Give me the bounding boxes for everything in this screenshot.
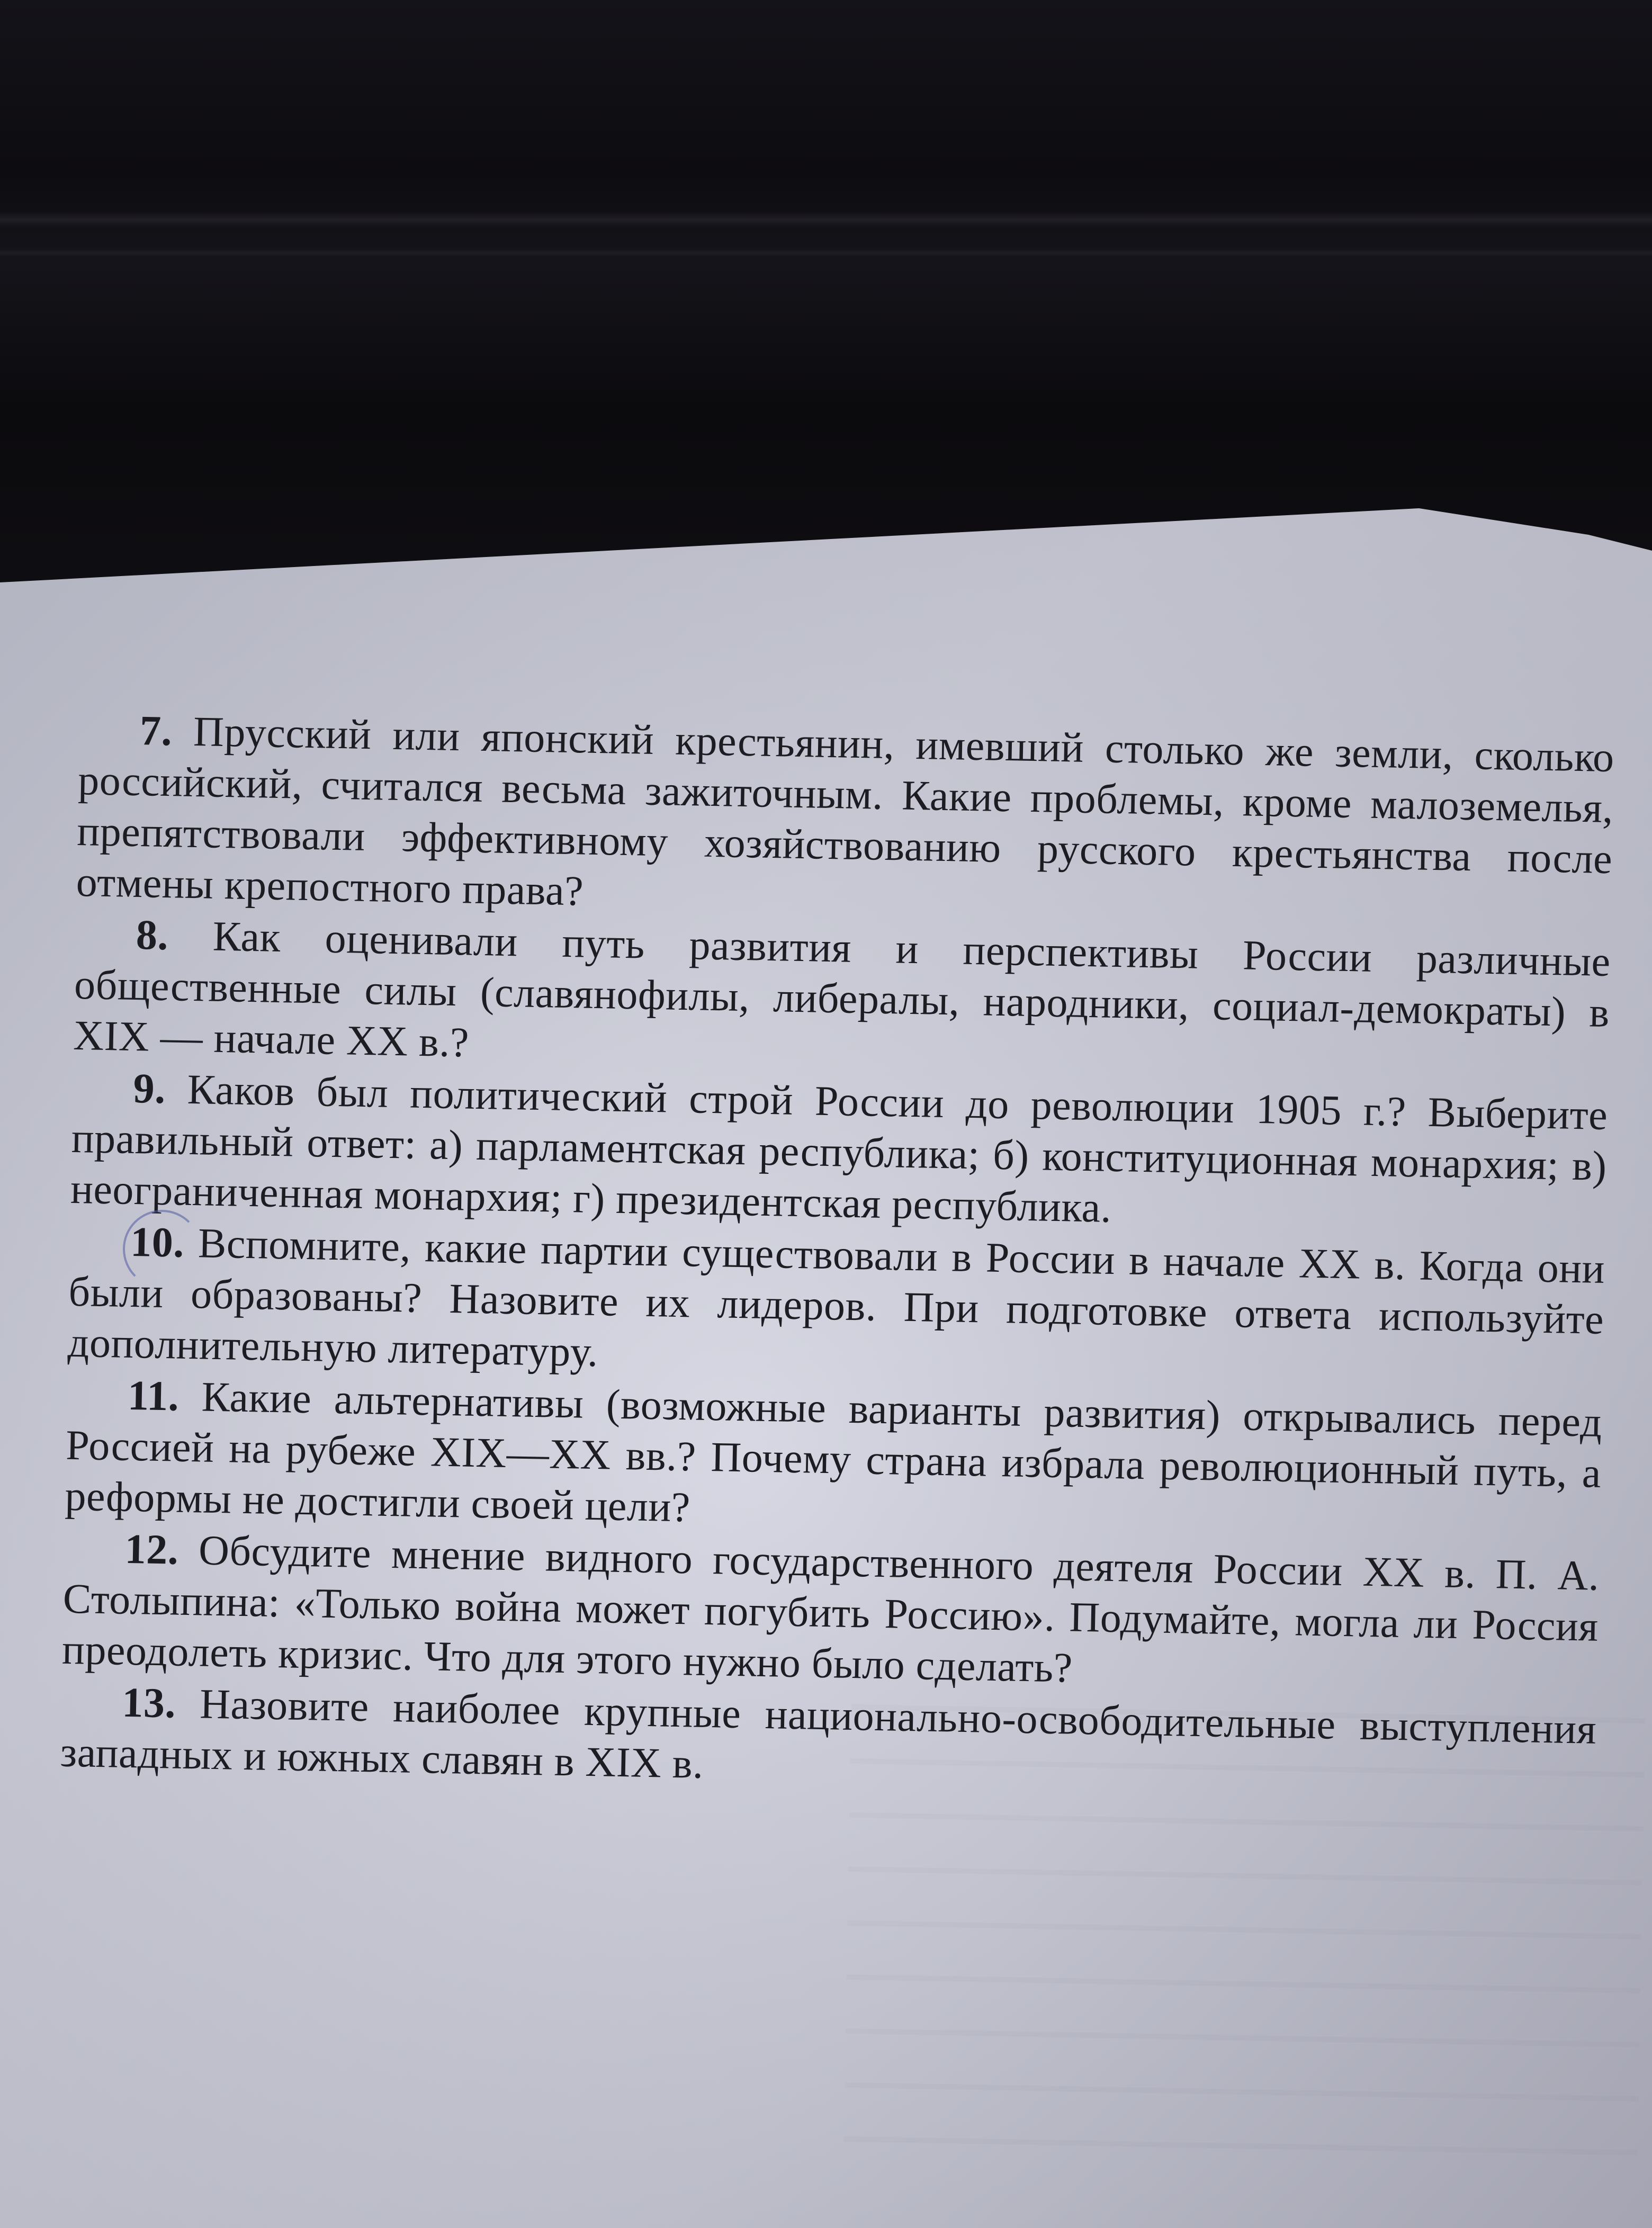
question-12	[61, 1523, 1600, 1703]
question-number: 9.	[132, 1065, 166, 1113]
question-number: 11.	[127, 1372, 179, 1420]
question-text: Какие альтернативы (возможные варианты развития) открывались перед Россией на рубеже XIX—XX вв.? Почему страна избрала революционный путь, а реформы не достигли своей цели?	[64, 1373, 1603, 1531]
question-text: Прусский или японский крестьянин, имевший столько же земли, сколько российский, считался весьма зажиточным. Какие проблемы, кроме малоземелья, препятствовали эффективному хозяйствованию русского крестьянства после отмены крепостного права?	[76, 708, 1615, 915]
question-number: 13.	[121, 1679, 176, 1727]
pen-mark-circle	[123, 1210, 201, 1288]
question-8	[73, 909, 1611, 1089]
question-10	[67, 1216, 1605, 1396]
question-text: Обсудите мнение видного государственного деятеля России XX в. П. А. Столыпина: «Только война может погубить Россию». Подумайте, могла ли Россия преодолеть кризис. Что для этого нужно было сделать?	[61, 1527, 1600, 1692]
question-11	[65, 1369, 1603, 1550]
question-text: Вспомните, какие партии существовали в России в начале XX в. Когда они были образованы? Назовите их лидеров. При подготовке ответа используйте дополнительную литературу.	[67, 1220, 1605, 1376]
question-number: 8.	[136, 912, 169, 959]
question-number: 12.	[124, 1525, 179, 1574]
question-text: Назовите наиболее крупные национально-освободительные выступления западных и южных славян в XIX в.	[59, 1681, 1597, 1787]
page-text	[58, 704, 1615, 1897]
question-9	[70, 1062, 1608, 1243]
question-text: Как оценивали путь развития и перспективы России различные общественные силы (славянофилы, либералы, народники, социал-демократы) в XIX — начале XX в.?	[73, 913, 1611, 1066]
question-text: Каков был политический строй России до революции 1905 г.? Выберите правильный ответ: а) парламентская республика; б) конституционная монархия; в) неограниченная монархия; г) президентская республика.	[70, 1066, 1609, 1232]
question-number: 10.	[130, 1218, 185, 1266]
question-number: 7.	[139, 707, 173, 755]
question-7	[76, 704, 1615, 936]
